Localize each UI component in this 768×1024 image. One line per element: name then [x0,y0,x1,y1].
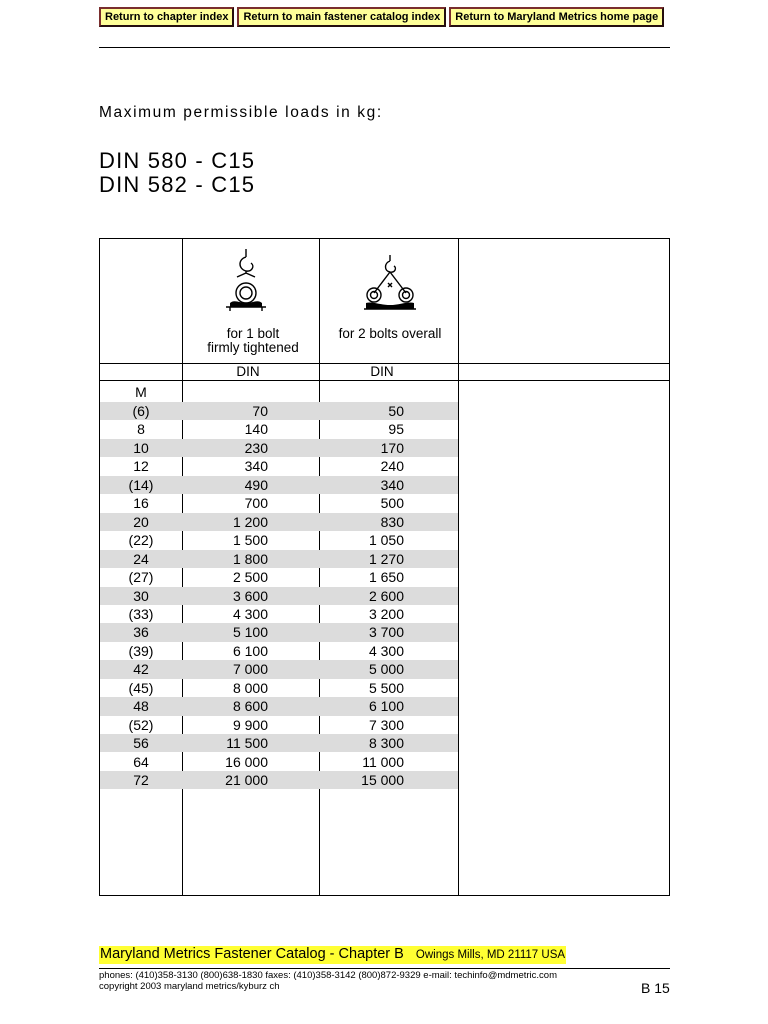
load-two-bolts-cell: 4 300 [368,642,404,659]
load-single-bolt-cell: 70 [252,403,268,419]
thread-size-cell: (39) [128,642,154,659]
load-single-bolt-cell: 9 900 [232,716,268,733]
thread-size-cell: (33) [128,605,154,622]
column-divider [458,239,459,895]
thread-size-cell: 12 [133,458,149,475]
nav-bar [99,7,664,27]
table-row [100,734,458,752]
thread-size-cell: 72 [133,772,149,788]
col1-caption-line2: firmly tightened [207,340,299,355]
table-row [100,697,458,715]
footer-copyright: copyright 2003 maryland metrics/kyburz ch [99,981,280,992]
thread-size-cell: (45) [128,679,154,696]
load-single-bolt-cell: 700 [244,495,268,512]
table-row [100,623,458,641]
load-single-bolt-cell: 140 [244,421,268,438]
load-single-bolt-cell: 7 000 [232,661,268,678]
table-row [100,605,458,623]
title-din-582: DIN 582 - C15 [99,172,256,197]
thread-size-cell: 24 [133,550,149,567]
table-row [100,531,458,549]
table-row [100,679,458,697]
load-single-bolt-cell: 11 500 [226,735,268,752]
table-row [100,550,458,568]
thread-size-cell: 20 [133,513,149,530]
load-single-bolt-cell: 2 500 [232,569,268,586]
thread-size-cell: 56 [133,735,149,752]
top-divider [99,47,670,48]
thread-size-cell: 30 [133,587,149,604]
col1-caption-line1: for 1 bolt [226,326,280,341]
thread-size-cell: (22) [128,532,154,549]
load-single-bolt-cell: 6 100 [232,642,268,659]
m-size-header: M [135,384,147,400]
load-single-bolt-cell: 1 200 [232,513,268,530]
load-single-bolt-cell: 4 300 [232,605,268,622]
load-single-bolt-cell: 230 [244,439,268,456]
page-number: B 15 [641,980,670,996]
table-row [100,660,458,678]
load-single-bolt-cell: 1 800 [232,550,268,567]
table-row [100,753,458,771]
thread-size-cell: 10 [133,439,149,456]
table-row [100,642,458,660]
footer-phones: phones: (410)358-3130 (800)638-1830 faxes: (410)358-3142 (800)872-9329 e-mail: techinfo@mdmetric.com [99,970,557,981]
table-row [100,771,458,789]
footer-contact [99,970,557,992]
thread-size-cell: (6) [132,403,150,419]
load-single-bolt-cell: 16 000 [225,753,268,770]
load-two-bolts-cell: 5 000 [368,661,404,678]
chapter-index-button[interactable]: Return to chapter index [99,7,234,27]
table-row [100,476,458,494]
table-row [100,494,458,512]
load-two-bolts-cell: 3 200 [368,605,404,622]
load-two-bolts-cell: 1 650 [368,569,404,586]
col2-caption: for 2 bolts overall [338,326,442,341]
load-single-bolt-cell: 3 600 [232,587,268,604]
load-two-bolts-cell: 240 [380,458,404,475]
row-divider [100,380,669,381]
page-heading: Maximum permissible loads in kg: [99,104,383,121]
footer-brand: Maryland Metrics [100,946,211,962]
load-two-bolts-cell: 5 500 [368,679,404,696]
col1-din-label: DIN [236,364,260,379]
load-single-bolt-cell: 1 500 [232,532,268,549]
load-single-bolt-cell: 340 [244,458,268,475]
thread-size-cell: (27) [128,569,154,586]
thread-size-cell: 36 [133,624,149,641]
table-row [100,587,458,605]
load-two-bolts-cell: 830 [380,513,404,530]
col2-din-label: DIN [370,364,394,379]
load-single-bolt-cell: 8 600 [232,698,268,715]
thread-size-cell: 48 [133,698,149,715]
table-row [100,439,458,457]
table-row [100,513,458,531]
load-two-bolts-cell: 6 100 [368,698,404,715]
load-two-bolts-cell: 3 700 [368,624,404,641]
double-eye-bolt-icon [362,253,418,317]
table-row [100,457,458,475]
table-row [100,420,458,438]
load-two-bolts-cell: 340 [380,476,404,493]
footer-catalog-title [99,946,566,964]
load-two-bolts-cell: 1 050 [368,532,404,549]
single-eye-bolt-icon [222,247,270,315]
thread-size-cell: (52) [128,716,154,733]
load-two-bolts-cell: 11 000 [362,753,404,770]
footer-catalog: Fastener Catalog - Chapter B [210,946,404,962]
load-two-bolts-cell: 15 000 [361,772,404,788]
main-catalog-index-button[interactable]: Return to main fastener catalog index [237,7,446,27]
load-single-bolt-cell: 490 [244,476,268,493]
title-din-580: DIN 580 - C15 [99,148,256,173]
load-single-bolt-cell: 21 000 [225,772,268,788]
thread-size-cell: 8 [137,421,145,438]
load-two-bolts-cell: 8 300 [368,735,404,752]
table-row [100,568,458,586]
load-two-bolts-cell: 1 270 [368,550,404,567]
load-table [99,238,670,896]
thread-size-cell: 42 [133,661,149,678]
thread-size-cell: 16 [133,495,149,512]
table-row [100,402,458,420]
thread-size-cell: (14) [128,476,154,493]
load-two-bolts-cell: 95 [388,421,404,438]
load-two-bolts-cell: 2 600 [368,587,404,604]
load-two-bolts-cell: 500 [380,495,404,512]
table-row [100,716,458,734]
thread-size-cell: 64 [133,753,149,770]
load-single-bolt-cell: 8 000 [232,679,268,696]
load-two-bolts-cell: 50 [388,403,404,419]
footer-address: Owings Mills, MD 21117 USA [415,949,566,961]
load-two-bolts-cell: 7 300 [368,716,404,733]
footer-divider [99,968,670,969]
home-page-button[interactable]: Return to Maryland Metrics home page [449,7,664,27]
col1-caption [200,327,306,355]
load-two-bolts-cell: 170 [380,439,404,456]
load-single-bolt-cell: 5 100 [232,624,268,641]
